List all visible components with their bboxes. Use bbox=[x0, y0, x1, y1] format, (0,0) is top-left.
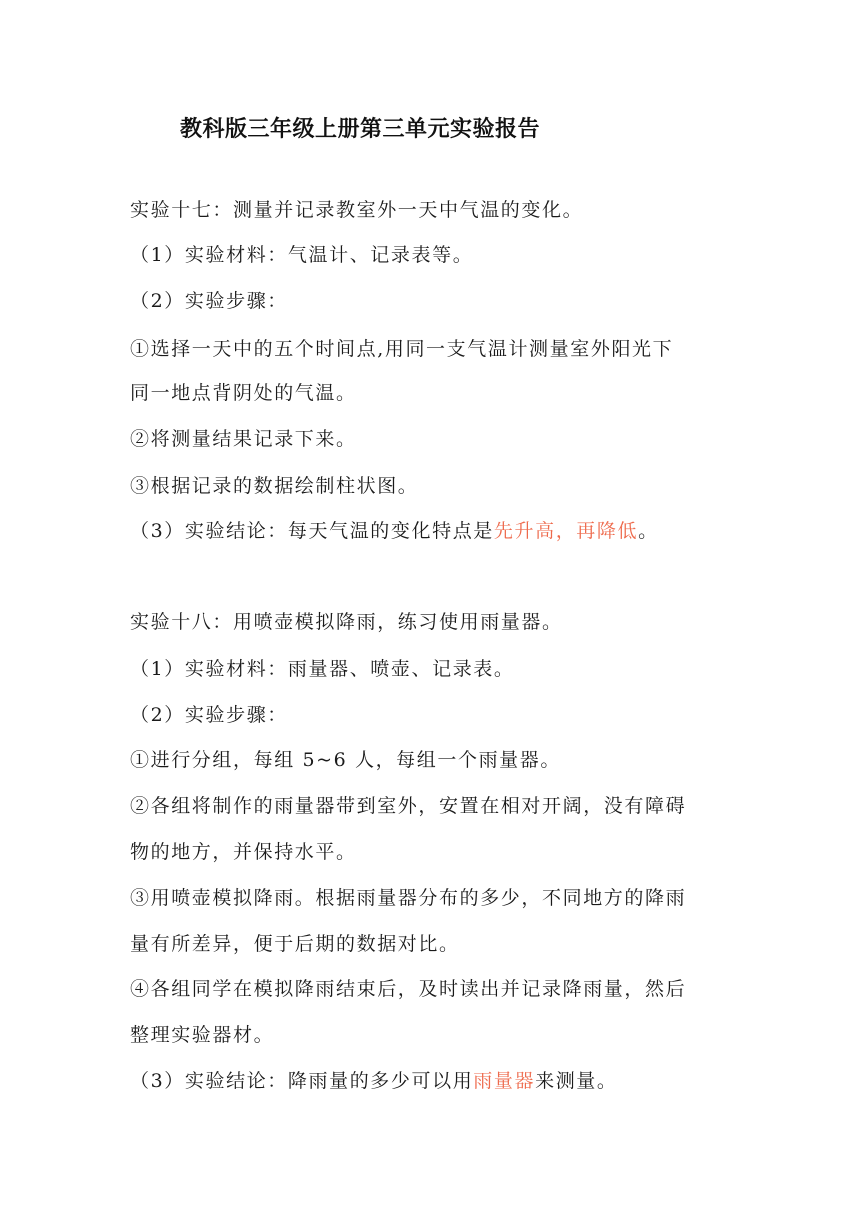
exp18-step4-line1: ④各组同学在模拟降雨结束后，及时读出并记录降雨量，然后 bbox=[130, 978, 687, 1000]
exp17-conclusion-answer: 先升高，再降低 bbox=[493, 520, 639, 542]
exp18-conclusion-prefix: （3）实验结论：降雨量的多少可以用 bbox=[130, 1070, 474, 1092]
exp17-step1-line1: ①选择一天中的五个时间点,用同一支气温计测量室外阳光下 bbox=[130, 338, 674, 360]
exp18-step3-line2: 量有所差异，便于后期的数据对比。 bbox=[130, 933, 460, 955]
exp17-conclusion-prefix: （3）实验结论：每天气温的变化特点是 bbox=[130, 520, 494, 542]
exp17-step3: ③根据记录的数据绘制柱状图。 bbox=[130, 475, 419, 497]
exp17-step1-line2: 同一地点背阴处的气温。 bbox=[130, 382, 357, 404]
exp18-step2-line1: ②各组将制作的雨量器带到室外，安置在相对开阔，没有障碍 bbox=[130, 795, 687, 817]
page-title: 教科版三年级上册第三单元实验报告 bbox=[180, 117, 541, 142]
exp18-step1: ①进行分组，每组 5~6 人，每组一个雨量器。 bbox=[130, 749, 561, 771]
exp18-step3-line1: ③用喷壶模拟降雨。根据雨量器分布的多少，不同地方的降雨 bbox=[130, 887, 687, 909]
exp18-conclusion-suffix: 来测量。 bbox=[535, 1070, 618, 1092]
exp18-heading: 实验十八：用喷壶模拟降雨，练习使用雨量器。 bbox=[130, 611, 563, 633]
exp18-step4-line2: 整理实验器材。 bbox=[130, 1024, 275, 1046]
exp18-conclusion-answer: 雨量器 bbox=[473, 1070, 536, 1092]
exp17-materials: （1）实验材料：气温计、记录表等。 bbox=[130, 244, 474, 266]
exp17-conclusion bbox=[130, 517, 659, 545]
exp18-materials: （1）实验材料：雨量器、喷壶、记录表。 bbox=[130, 658, 515, 680]
exp17-steps-label: （2）实验步骤： bbox=[130, 290, 288, 312]
exp17-conclusion-suffix: 。 bbox=[638, 520, 659, 542]
exp17-step2: ②将测量结果记录下来。 bbox=[130, 428, 357, 450]
exp17-heading: 实验十七：测量并记录教室外一天中气温的变化。 bbox=[130, 199, 584, 221]
exp18-conclusion bbox=[130, 1067, 618, 1095]
exp18-steps-label: （2）实验步骤： bbox=[130, 704, 288, 726]
exp18-step2-line2: 物的地方，并保持水平。 bbox=[130, 841, 357, 863]
